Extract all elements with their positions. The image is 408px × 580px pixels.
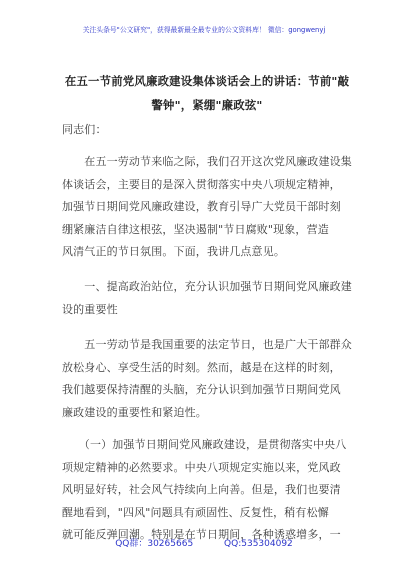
title-line-2: 警钟"，紧绷"廉政弦": [151, 98, 263, 112]
title-line-1: 在五一节前党风廉政建设集体谈话会上的讲话：节前"敲: [64, 74, 350, 88]
greeting-text: 同志们：: [62, 123, 107, 136]
heading-line: 设的重要性: [62, 302, 118, 316]
header-note: 关注头条号"公文研究"，获得最新最全最专业的公文资料库！ 微信：gongwenyj: [82, 26, 326, 34]
paragraph-line: （一）加强节日期间党风廉政建设，是贯彻落实中央八: [62, 438, 347, 451]
paragraph-line: 我们越要保持清醒的头脑，充分认识到加强节日期间党风: [62, 383, 341, 396]
paragraph-line: 风明显好转，社会风气持续向上向善。但是，我们也要清: [62, 483, 341, 496]
paragraph-line: 就可能反弹回潮。特别是在节日期间，各种诱惑增多，一: [62, 528, 341, 541]
paragraph-line: 醒地看到，"四风"问题具有顽固性、反复性，稍有松懈: [62, 505, 329, 519]
paragraph-line: 放松身心、享受生活的时刻。然而，越是在这样的时刻，: [62, 360, 341, 374]
paragraph-intro: [62, 151, 352, 264]
greeting: [62, 119, 352, 142]
paragraph-line: 廉政建设的重要性和紧迫性。: [62, 405, 207, 419]
footer-qq-group: QQ群：30265665: [115, 539, 194, 549]
paragraph-line: 体谈话会，主要目的是深入贯彻落实中央八项规定精神，: [62, 177, 341, 191]
paragraph-line: 在五一劳动节来临之际，我们召开这次党风廉政建设集: [62, 155, 352, 168]
paragraph-holiday: [62, 334, 352, 424]
paragraph-subsection-1: [62, 434, 352, 547]
paragraph-line: 项规定精神的必然要求。中央八项规定实施以来，党风政: [62, 460, 341, 474]
document-title: [52, 69, 362, 117]
paragraph-line: 加强节日期间党风廉政建设，教育引导广大党员干部时刻: [62, 200, 341, 213]
paragraph-line: 风清气正的节日氛围。下面，我讲几点意见。: [62, 245, 285, 258]
footer-note: [0, 536, 408, 549]
paragraph-line: 五一劳动节是我国重要的法定节日，也是广大干部群众: [62, 338, 352, 351]
section-heading-1: [62, 276, 352, 321]
heading-line: 一、提高政治站位，充分认识加强节日期间党风廉政建: [62, 280, 352, 293]
paragraph-line: 绷紧廉洁自律这根弦，坚决遏制"节日腐败"现象，营造: [62, 222, 329, 236]
footer-qq: QQ:535304092: [224, 539, 293, 549]
